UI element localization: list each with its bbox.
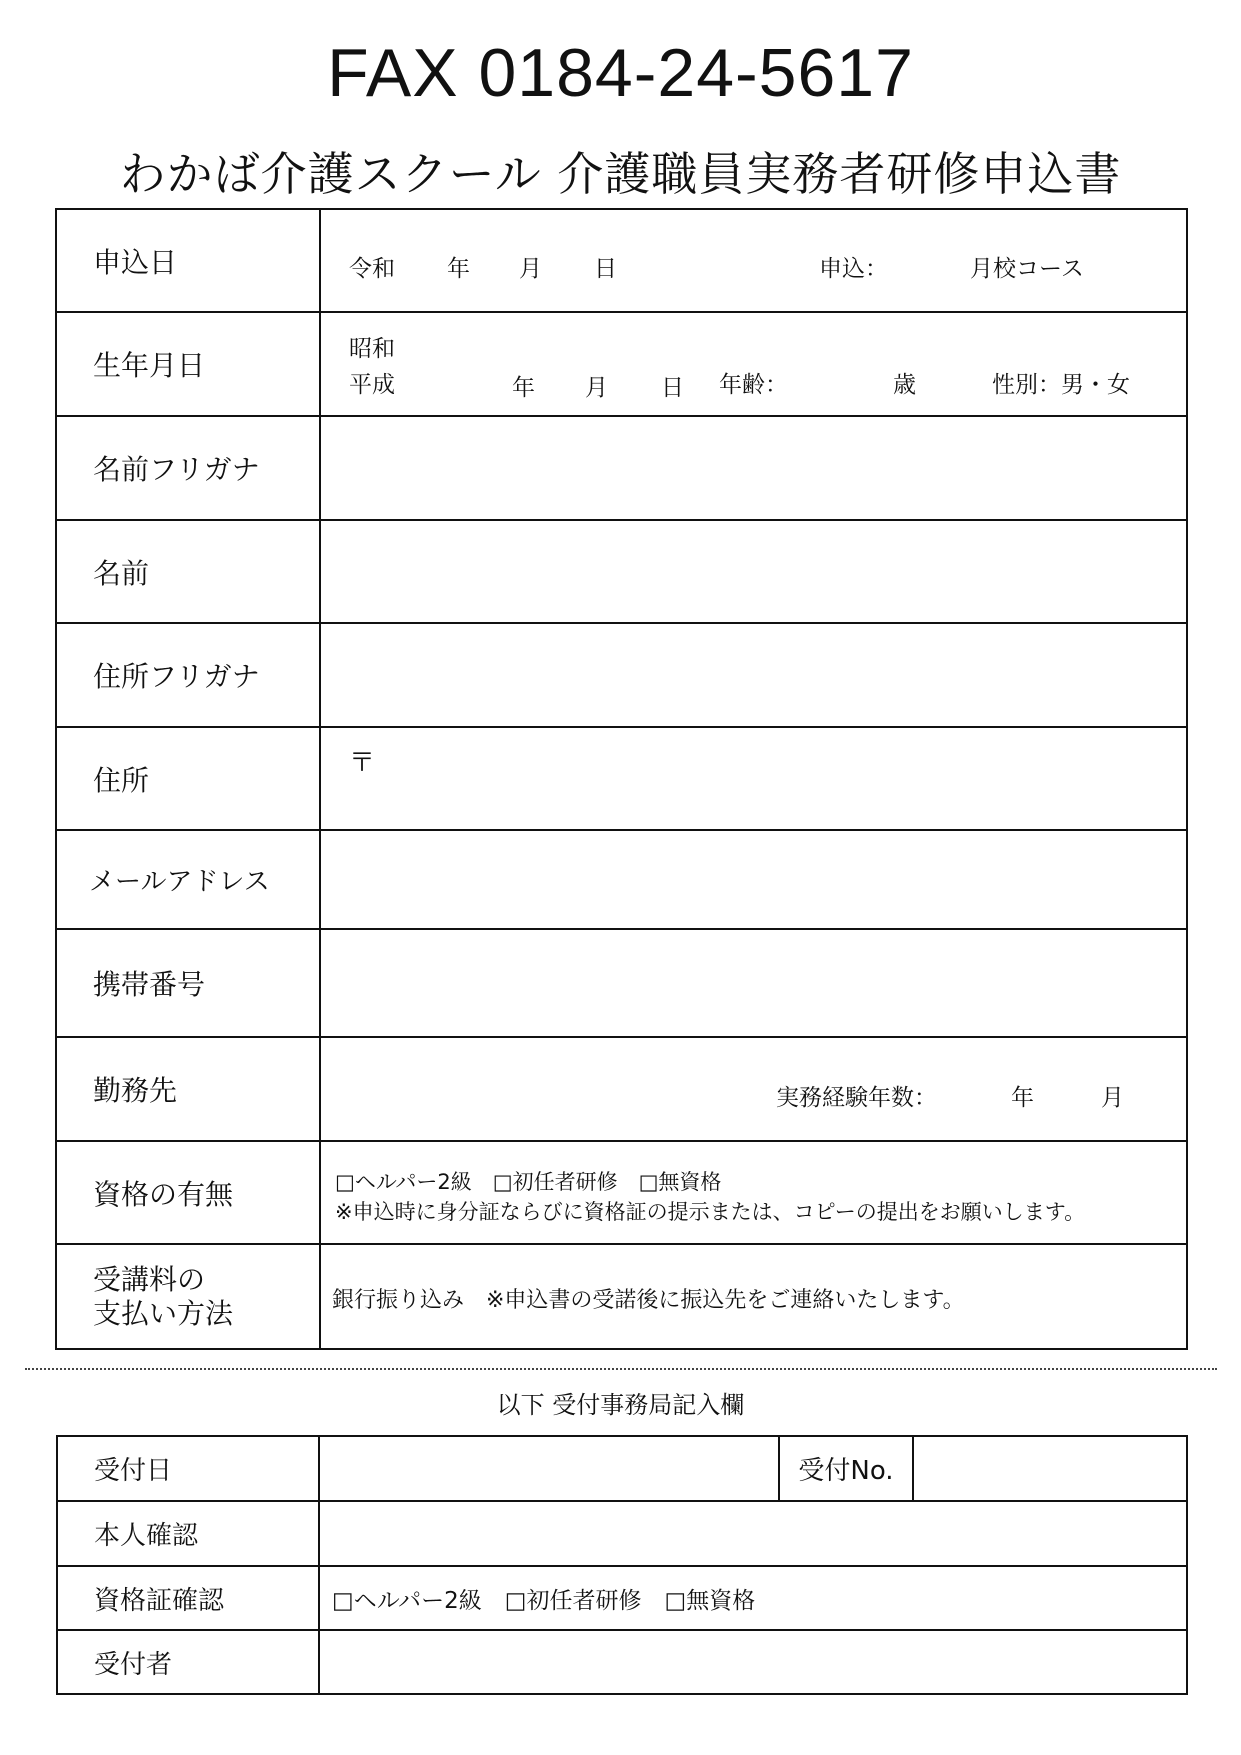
field-application-date[interactable] — [320, 209, 1187, 312]
era-reiwa: 令和 — [349, 256, 395, 282]
postal-mark: 〒 — [349, 748, 376, 778]
application-form-table — [55, 208, 1188, 1350]
era-showa: 昭和 — [349, 336, 395, 362]
apply-label: 申込： — [819, 256, 888, 282]
field-payment — [320, 1244, 1187, 1349]
label-certificate-check: 資格証確認 — [57, 1566, 319, 1630]
field-birth-date[interactable] — [320, 312, 1187, 416]
row-mobile — [56, 929, 1187, 1037]
field-identity-check[interactable] — [319, 1501, 1187, 1566]
field-address[interactable] — [320, 727, 1187, 830]
label-address-kana: 住所フリガナ — [56, 623, 320, 727]
cut-line-divider — [25, 1368, 1217, 1370]
experience-label: 実務経験年数： — [776, 1085, 937, 1111]
field-receiver[interactable] — [319, 1630, 1187, 1694]
qualification-note: ※申込時に身分証ならびに資格証の提示または、コピーの提出をお願いします。 — [335, 1200, 1086, 1224]
label-name: 名前 — [56, 520, 320, 623]
row-identity-check — [57, 1501, 1187, 1566]
label-workplace: 勤務先 — [56, 1037, 320, 1141]
label-name-kana: 名前フリガナ — [56, 416, 320, 520]
field-mobile[interactable] — [320, 929, 1187, 1037]
qualification-checkboxes[interactable]: □ヘルパー2級 □初任者研修 □無資格 — [335, 1170, 722, 1194]
year-unit: 年 — [512, 375, 535, 401]
gender-label: 性別：男・女 — [992, 372, 1130, 398]
field-reception-no[interactable] — [913, 1436, 1187, 1501]
row-receiver — [57, 1630, 1187, 1694]
row-name-kana — [56, 416, 1187, 520]
month-unit: 月 — [585, 375, 608, 401]
label-identity-check: 本人確認 — [57, 1501, 319, 1566]
row-email — [56, 830, 1187, 929]
row-payment — [56, 1244, 1187, 1349]
row-birth-date — [56, 312, 1187, 416]
label-mobile: 携帯番号 — [56, 929, 320, 1037]
office-use-table — [56, 1435, 1188, 1695]
label-email: メールアドレス — [56, 830, 320, 929]
row-qualification — [56, 1141, 1187, 1244]
row-address-kana — [56, 623, 1187, 727]
day-unit: 日 — [594, 256, 617, 282]
row-certificate-check — [57, 1566, 1187, 1630]
label-address: 住所 — [56, 727, 320, 830]
year-unit: 年 — [1011, 1085, 1034, 1111]
field-address-kana[interactable] — [320, 623, 1187, 727]
label-birth-date: 生年月日 — [56, 312, 320, 416]
year-unit: 年 — [447, 256, 470, 282]
row-name — [56, 520, 1187, 623]
era-heisei: 平成 — [349, 372, 395, 398]
payment-text: 銀行振り込み ※申込書の受諾後に振込先をご連絡いたします。 — [332, 1288, 965, 1313]
label-receiver: 受付者 — [57, 1630, 319, 1694]
label-reception-no: 受付No. — [779, 1436, 913, 1501]
row-workplace — [56, 1037, 1187, 1141]
field-name[interactable] — [320, 520, 1187, 623]
field-qualification[interactable] — [320, 1141, 1187, 1244]
field-name-kana[interactable] — [320, 416, 1187, 520]
office-section-heading: 以下 受付事務局記入欄 — [496, 1391, 745, 1419]
row-address — [56, 727, 1187, 830]
field-reception-date[interactable] — [319, 1436, 779, 1501]
row-reception-date — [57, 1436, 1187, 1501]
month-unit: 月 — [1101, 1085, 1124, 1111]
age-label: 年齢： — [719, 372, 788, 398]
label-qualification: 資格の有無 — [56, 1141, 320, 1244]
certificate-checkboxes[interactable]: □ヘルパー2級 □初任者研修 □無資格 — [332, 1587, 756, 1614]
field-email[interactable] — [320, 830, 1187, 929]
label-application-date: 申込日 — [56, 209, 320, 312]
month-unit: 月 — [519, 256, 542, 282]
course-label: 月校コース — [970, 256, 1084, 282]
page-title: わかば介護スクール 介護職員実務者研修申込書 — [119, 147, 1122, 201]
label-payment-line2: 支払い方法 — [93, 1296, 234, 1330]
label-payment-line1: 受講料の — [93, 1262, 206, 1296]
age-unit: 歳 — [893, 372, 916, 398]
row-application-date — [56, 209, 1187, 312]
fax-number: FAX 0184-24-5617 — [327, 35, 914, 111]
label-payment — [56, 1244, 320, 1349]
day-unit: 日 — [661, 375, 684, 401]
field-certificate-check[interactable] — [319, 1566, 1187, 1630]
label-reception-date: 受付日 — [57, 1436, 319, 1501]
field-workplace[interactable] — [320, 1037, 1187, 1141]
